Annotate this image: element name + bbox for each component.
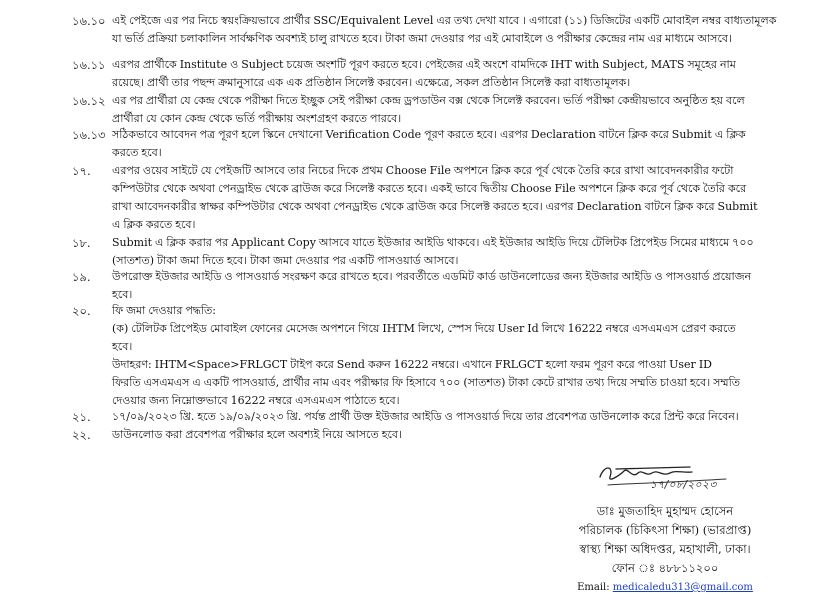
item-number: ১৬.১১ xyxy=(72,58,106,72)
item-line: প্রার্থীরা যে কোন কেন্দ্র থেকে ভর্তি পরীক্ষায় অংশগ্রহণ করতে পারবে। xyxy=(112,112,402,125)
item-number: ১৮. xyxy=(72,236,91,250)
item-line: রাখা আবেদনকারীর স্বাক্ষর কম্পিউটার থেকে অথবা পেনড্রাইভ থেকে ব্রাউজ করে সিলেক্ট করতে হবে। এরপর Declaration বাটনে ক্লিক করে Submit xyxy=(112,200,758,213)
signatory-office: স্বাস্থ্য শিক্ষা অধিদপ্তর, মহাখালী, ঢাকা। xyxy=(579,542,751,556)
item-line: দেওয়ার জন্য নিম্নোক্তভাবে 16222 নম্বরে এসএমএস পাঠাতে হবে। xyxy=(112,394,400,407)
item-line: ফিরতি এসএমএস এ একটি পাসওয়ার্ড, প্রার্থীর নাম এবং পরীক্ষার ফি হিসাবে ৭০০ (সাতশত) টাকা কেটে রাখার তথ্য দিয়ে সম্মতি চাওয়া হবে। সম্মতি xyxy=(112,376,740,389)
item-line: এ ক্লিক করতে হবে। xyxy=(112,218,196,231)
item-line: ডাউনলোড করা প্রবেশপত্র পরীক্ষার হলে অবশ্যই নিয়ে আসতে হবে। xyxy=(112,428,402,441)
item-line: এই পেইজে এর পর নিচে স্বয়ংক্রিয়ভাবে প্রার্থীর SSC/Equivalent Level এর তথ্য দেখা যাবে । এগারো (১১) ডিজিটের একটি মোবাইল নম্বর বাধ্যতামূলক xyxy=(112,14,777,27)
item-line: কম্পিউটার থেকে অথবা পেনড্রাইভ থেকে ব্রাউজ করে সিলেক্ট করতে হবে। একই ভাবে দ্বিতীয় Choose File অপশনে ক্লিক করে পূর্ব থেকে তৈরি করে xyxy=(112,182,747,195)
item-line: ফি জমা দেওয়ার পদ্ধতি: xyxy=(112,304,217,317)
signatory-designation: পরিচালক (চিকিৎসা শিক্ষা) (ভারপ্রাপ্ত) xyxy=(578,523,752,537)
signatory-name: ডাঃ মুজতাহিদ মুহাম্মদ হোসেন xyxy=(596,504,734,518)
item-line: ১৭/০৯/২০২৩ খ্রি. হতে ১৯/০৯/২০২৩ খ্রি. পর্যন্ত প্রার্থী উক্ত ইউজার আইডি ও পাসওয়ার্ড দিয়ে তার প্রবেশপত্র ডাউনলোক করে প্রিন্ট করে নিবেন। xyxy=(112,410,739,423)
item-number: ১৬.১০ xyxy=(72,14,106,28)
item-line: (সাতশত) টাকা জমা দিতে হবে। টাকা জমা দেওয়ার পর একটি পাসওয়ার্ড আসবে। xyxy=(112,254,459,267)
item-number: ১৯. xyxy=(72,270,91,284)
item-line: উপরোক্ত ইউজার আইডি ও পাসওয়ার্ড সংরক্ষণ করে রাখতে হবে। পরবর্তীতে এডমিট কার্ড ডাউনলোডের জন্য ইউজার আইডি ও পাসওয়ার্ড প্রয়োজন xyxy=(112,270,752,283)
item-number: ২১. xyxy=(72,410,91,424)
item-number: ২০. xyxy=(72,304,91,318)
item-line: সঠিকভাবে আবেদন পত্র পূরণ হলে স্কিনে দেখানো Verification Code পূরণ করতে হবে। এরপর Declaration বাটনে ক্লিক করে Submit এ ক্লিক xyxy=(112,128,746,141)
email-link[interactable]: medicaledu313@gmail.com xyxy=(612,582,753,593)
item-line: যা ভর্তি প্রক্রিয়া চলাকালিন সার্বক্ষণিক অবশ্যই চালু রাখতে হবে। টাকা জমা দেওয়ার পর এই মোবাইলে ও পরীক্ষার কেন্দ্রের নাম এর মাধ্যমে আসবে। xyxy=(112,32,732,45)
item-line: রয়েছে। প্রার্থী তার পছন্দ ক্রমানুসারে এক এক প্রতিষ্ঠান সিলেক্ট করবেন। এক্ষেত্রে, সকল প্রতিষ্ঠান সিলেক্ট করা বাধ্যতামূলক। xyxy=(112,76,631,89)
item-line: এর পর প্রার্থীরা যে কেন্দ্র থেকে পরীক্ষা দিতে ইচ্ছুক সেই পরীক্ষা কেন্দ্র ড্রপডাউন বক্স থেকে সিলেক্ট করবেন। ভর্তি পরীক্ষা কেন্দ্রীয়ভাবে অনুষ্ঠিত হয় বলে xyxy=(112,94,745,107)
item-line: উদাহরণ: IHTM<Space>FRLGCT টাইপ করে Send করুন 16222 নম্বরে। এখানে FRLGCT হলো ফরম পূরণ করে পাওয়া User ID xyxy=(112,358,712,371)
item-number: ১৬.১৩ xyxy=(72,128,106,142)
item-line: হবে। xyxy=(112,340,133,353)
item-line: Submit এ ক্লিক করার পর Applicant Copy আসবে যাতে ইউজার আইডি থাকবে। এই ইউজার আইডি দিয়ে টেলিটক প্রিপেইড সিমের মাধ্যমে ৭০০ xyxy=(112,236,754,249)
item-line: করতে হবে। xyxy=(112,146,162,159)
item-number: ২২. xyxy=(72,428,91,442)
item-line: (ক) টেলিটক প্রিপেইড মোবাইল ফোনের মেসেজ অপশনে গিয়ে IHTM লিখে, স্পেস দিয়ে User Id লিখে 16222 নম্বরে এসএমএস প্রেরণ করতে xyxy=(112,322,736,335)
item-line: এরপর ওয়েব সাইটে যে পেইজটি আসবে তার নিচের দিকে প্রথম Choose File অপশনে ক্লিক করে পূর্ব থেকে তৈরি করে রাখা আবেদনকারীর ফটো xyxy=(112,164,734,177)
item-line: হবে। xyxy=(112,288,133,301)
item-number: ১৬.১২ xyxy=(72,94,106,108)
email-label: Email: xyxy=(577,582,610,593)
signatory-email-line xyxy=(555,581,775,595)
signatory-phone: ফোন ঃ ৪৮৮১১২০০ xyxy=(611,561,719,575)
item-number: ১৭. xyxy=(72,164,91,178)
item-line: এরপর প্রার্থীকে Institute ও Subject চয়েজ অংশটি পূরণ করতে হবে। পেইজের এই অংশে বামদিকে IHT with Subject, MATS সমূহের নাম xyxy=(112,58,736,71)
signature-date: ১৭/০৮/২০২৩ xyxy=(650,479,717,491)
